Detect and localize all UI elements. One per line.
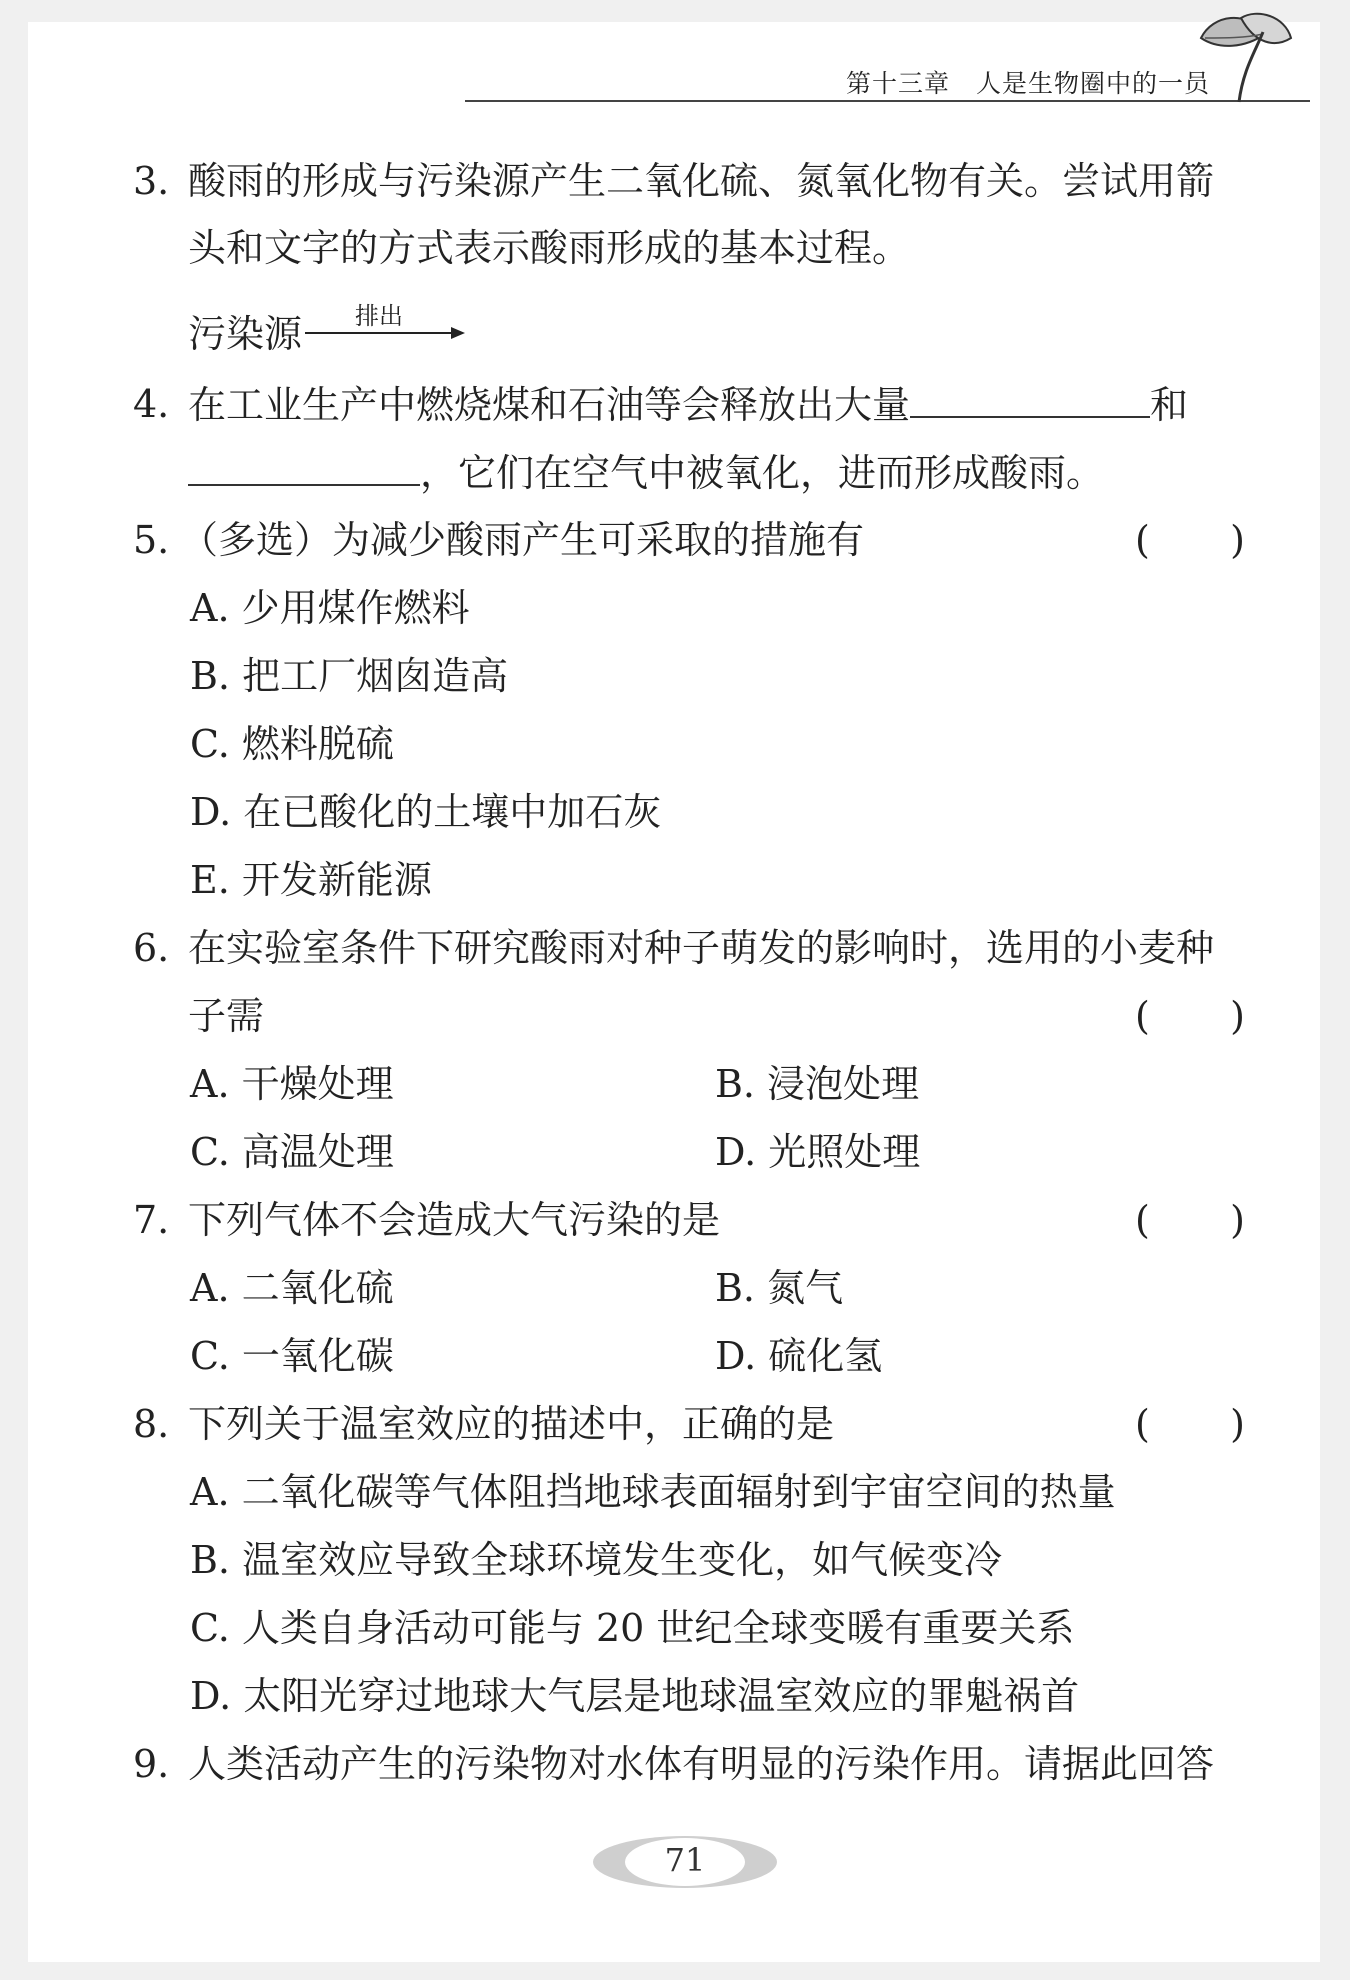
q8-option-b — [190, 1534, 1002, 1586]
option-letter: B. — [190, 654, 231, 698]
q6-option-a — [190, 1058, 394, 1110]
q7-option-a — [190, 1262, 394, 1314]
option-letter: B. — [715, 1266, 756, 1310]
q3-line2: 头和文字的方式表示酸雨形成的基本过程。 — [188, 226, 911, 270]
option-text: 光照处理 — [768, 1130, 921, 1174]
q7-stem: 下列气体不会造成大气污染的是 — [188, 1198, 721, 1242]
paren-right: ) — [1230, 994, 1245, 1038]
option-text: 温室效应导致全球环境发生变化，如气候变冷 — [242, 1538, 1003, 1582]
q7-option-d — [715, 1330, 882, 1382]
q8-option-a — [190, 1466, 1116, 1518]
q6-line1: 在实验室条件下研究酸雨对种子萌发的影响时，选用的小麦种 — [188, 926, 1215, 970]
right-arrow-icon — [305, 326, 465, 340]
q6-line2: 子需 — [188, 994, 265, 1038]
option-text: 二氧化硫 — [241, 1266, 394, 1310]
q9-number: 9. — [133, 1742, 170, 1786]
chapter-title: 第十三章 人是生物圈中的一员 — [845, 69, 1210, 98]
q4-number: 4. — [133, 382, 170, 426]
option-letter: A. — [190, 586, 230, 630]
q5-stem: （多选）为减少酸雨产生可采取的措施有 — [180, 518, 865, 562]
q7-option-c — [190, 1330, 394, 1382]
option-letter: C. — [190, 1334, 230, 1378]
option-letter: D. — [715, 1130, 757, 1174]
paren-right: ) — [1230, 518, 1245, 562]
q4-and: 和 — [1150, 383, 1189, 427]
option-text: 干燥处理 — [241, 1062, 394, 1106]
page-number: 71 — [664, 1841, 706, 1879]
q5-option-d — [190, 786, 661, 838]
paren-left: ( — [1135, 994, 1150, 1038]
option-letter: E. — [190, 858, 230, 902]
option-text: 把工厂烟囱造高 — [242, 654, 509, 698]
option-letter: C. — [190, 722, 230, 766]
q5-number: 5. — [133, 518, 170, 562]
option-letter: C. — [190, 1606, 230, 1650]
q5-option-c — [190, 718, 394, 770]
q7-number: 7. — [133, 1198, 170, 1242]
option-letter: B. — [190, 1538, 231, 1582]
option-letter: D. — [715, 1334, 757, 1378]
paren-right: ) — [1230, 1402, 1245, 1446]
option-text: 人类自身活动可能与 20 世纪全球变暖有重要关系 — [241, 1606, 1075, 1650]
q8-option-d — [190, 1670, 1079, 1722]
option-text: 高温处理 — [241, 1130, 394, 1174]
q4-blank-1[interactable] — [910, 378, 1150, 418]
q6-option-d — [715, 1126, 920, 1178]
option-letter: A. — [190, 1470, 230, 1514]
q4-line1 — [188, 378, 1188, 431]
option-letter: C. — [190, 1130, 230, 1174]
q8-number: 8. — [133, 1402, 170, 1446]
option-text: 太阳光穿过地球大气层是地球温室效应的罪魁祸首 — [243, 1674, 1080, 1718]
option-letter: A. — [190, 1062, 230, 1106]
paren-left: ( — [1135, 1402, 1150, 1446]
q4-stem: 在工业生产中燃烧煤和石油等会释放出大量 — [188, 383, 911, 427]
leaf-icon — [1195, 8, 1295, 104]
option-letter: B. — [715, 1062, 756, 1106]
header-rule — [465, 100, 1310, 102]
option-text: 氮气 — [767, 1266, 844, 1310]
q6-number: 6. — [133, 926, 170, 970]
q3-number: 3. — [133, 159, 170, 203]
option-text: 开发新能源 — [241, 858, 432, 902]
option-letter: D. — [190, 1674, 232, 1718]
page-number-badge — [590, 1832, 780, 1892]
option-text: 浸泡处理 — [767, 1062, 920, 1106]
q7-option-b — [715, 1262, 843, 1314]
option-text: 一氧化碳 — [241, 1334, 394, 1378]
paren-left: ( — [1135, 1198, 1150, 1242]
option-letter: D. — [190, 790, 232, 834]
q9-line1: 人类活动产生的污染物对水体有明显的污染作用。请据此回答 — [188, 1742, 1215, 1786]
q3-source: 污染源 — [188, 312, 303, 356]
paren-right: ) — [1230, 1198, 1245, 1242]
running-header — [465, 52, 1310, 102]
q6-option-c — [190, 1126, 394, 1178]
option-letter: A. — [190, 1266, 230, 1310]
q4-line2 — [188, 446, 1104, 499]
q5-option-a — [190, 582, 470, 634]
option-text: 少用煤作燃料 — [241, 586, 470, 630]
q4-blank-2[interactable] — [188, 446, 420, 486]
q6-option-b — [715, 1058, 919, 1110]
q8-stem: 下列关于温室效应的描述中，正确的是 — [188, 1402, 835, 1446]
q3-arrow-label: 排出 — [355, 302, 403, 330]
option-text: 二氧化碳等气体阻挡地球表面辐射到宇宙空间的热量 — [241, 1470, 1116, 1514]
q3-line1: 酸雨的形成与污染源产生二氧化硫、氮氧化物有关。尝试用箭 — [188, 159, 1215, 203]
q5-option-b — [190, 650, 508, 702]
q3-arrow — [305, 296, 465, 356]
q4-tail: ，它们在空气中被氧化，进而形成酸雨。 — [420, 451, 1105, 495]
q8-option-c — [190, 1602, 1074, 1654]
option-text: 燃料脱硫 — [241, 722, 394, 766]
paren-left: ( — [1135, 518, 1150, 562]
option-text: 硫化氢 — [768, 1334, 883, 1378]
q5-option-e — [190, 854, 432, 906]
option-text: 在已酸化的土壤中加石灰 — [243, 790, 662, 834]
